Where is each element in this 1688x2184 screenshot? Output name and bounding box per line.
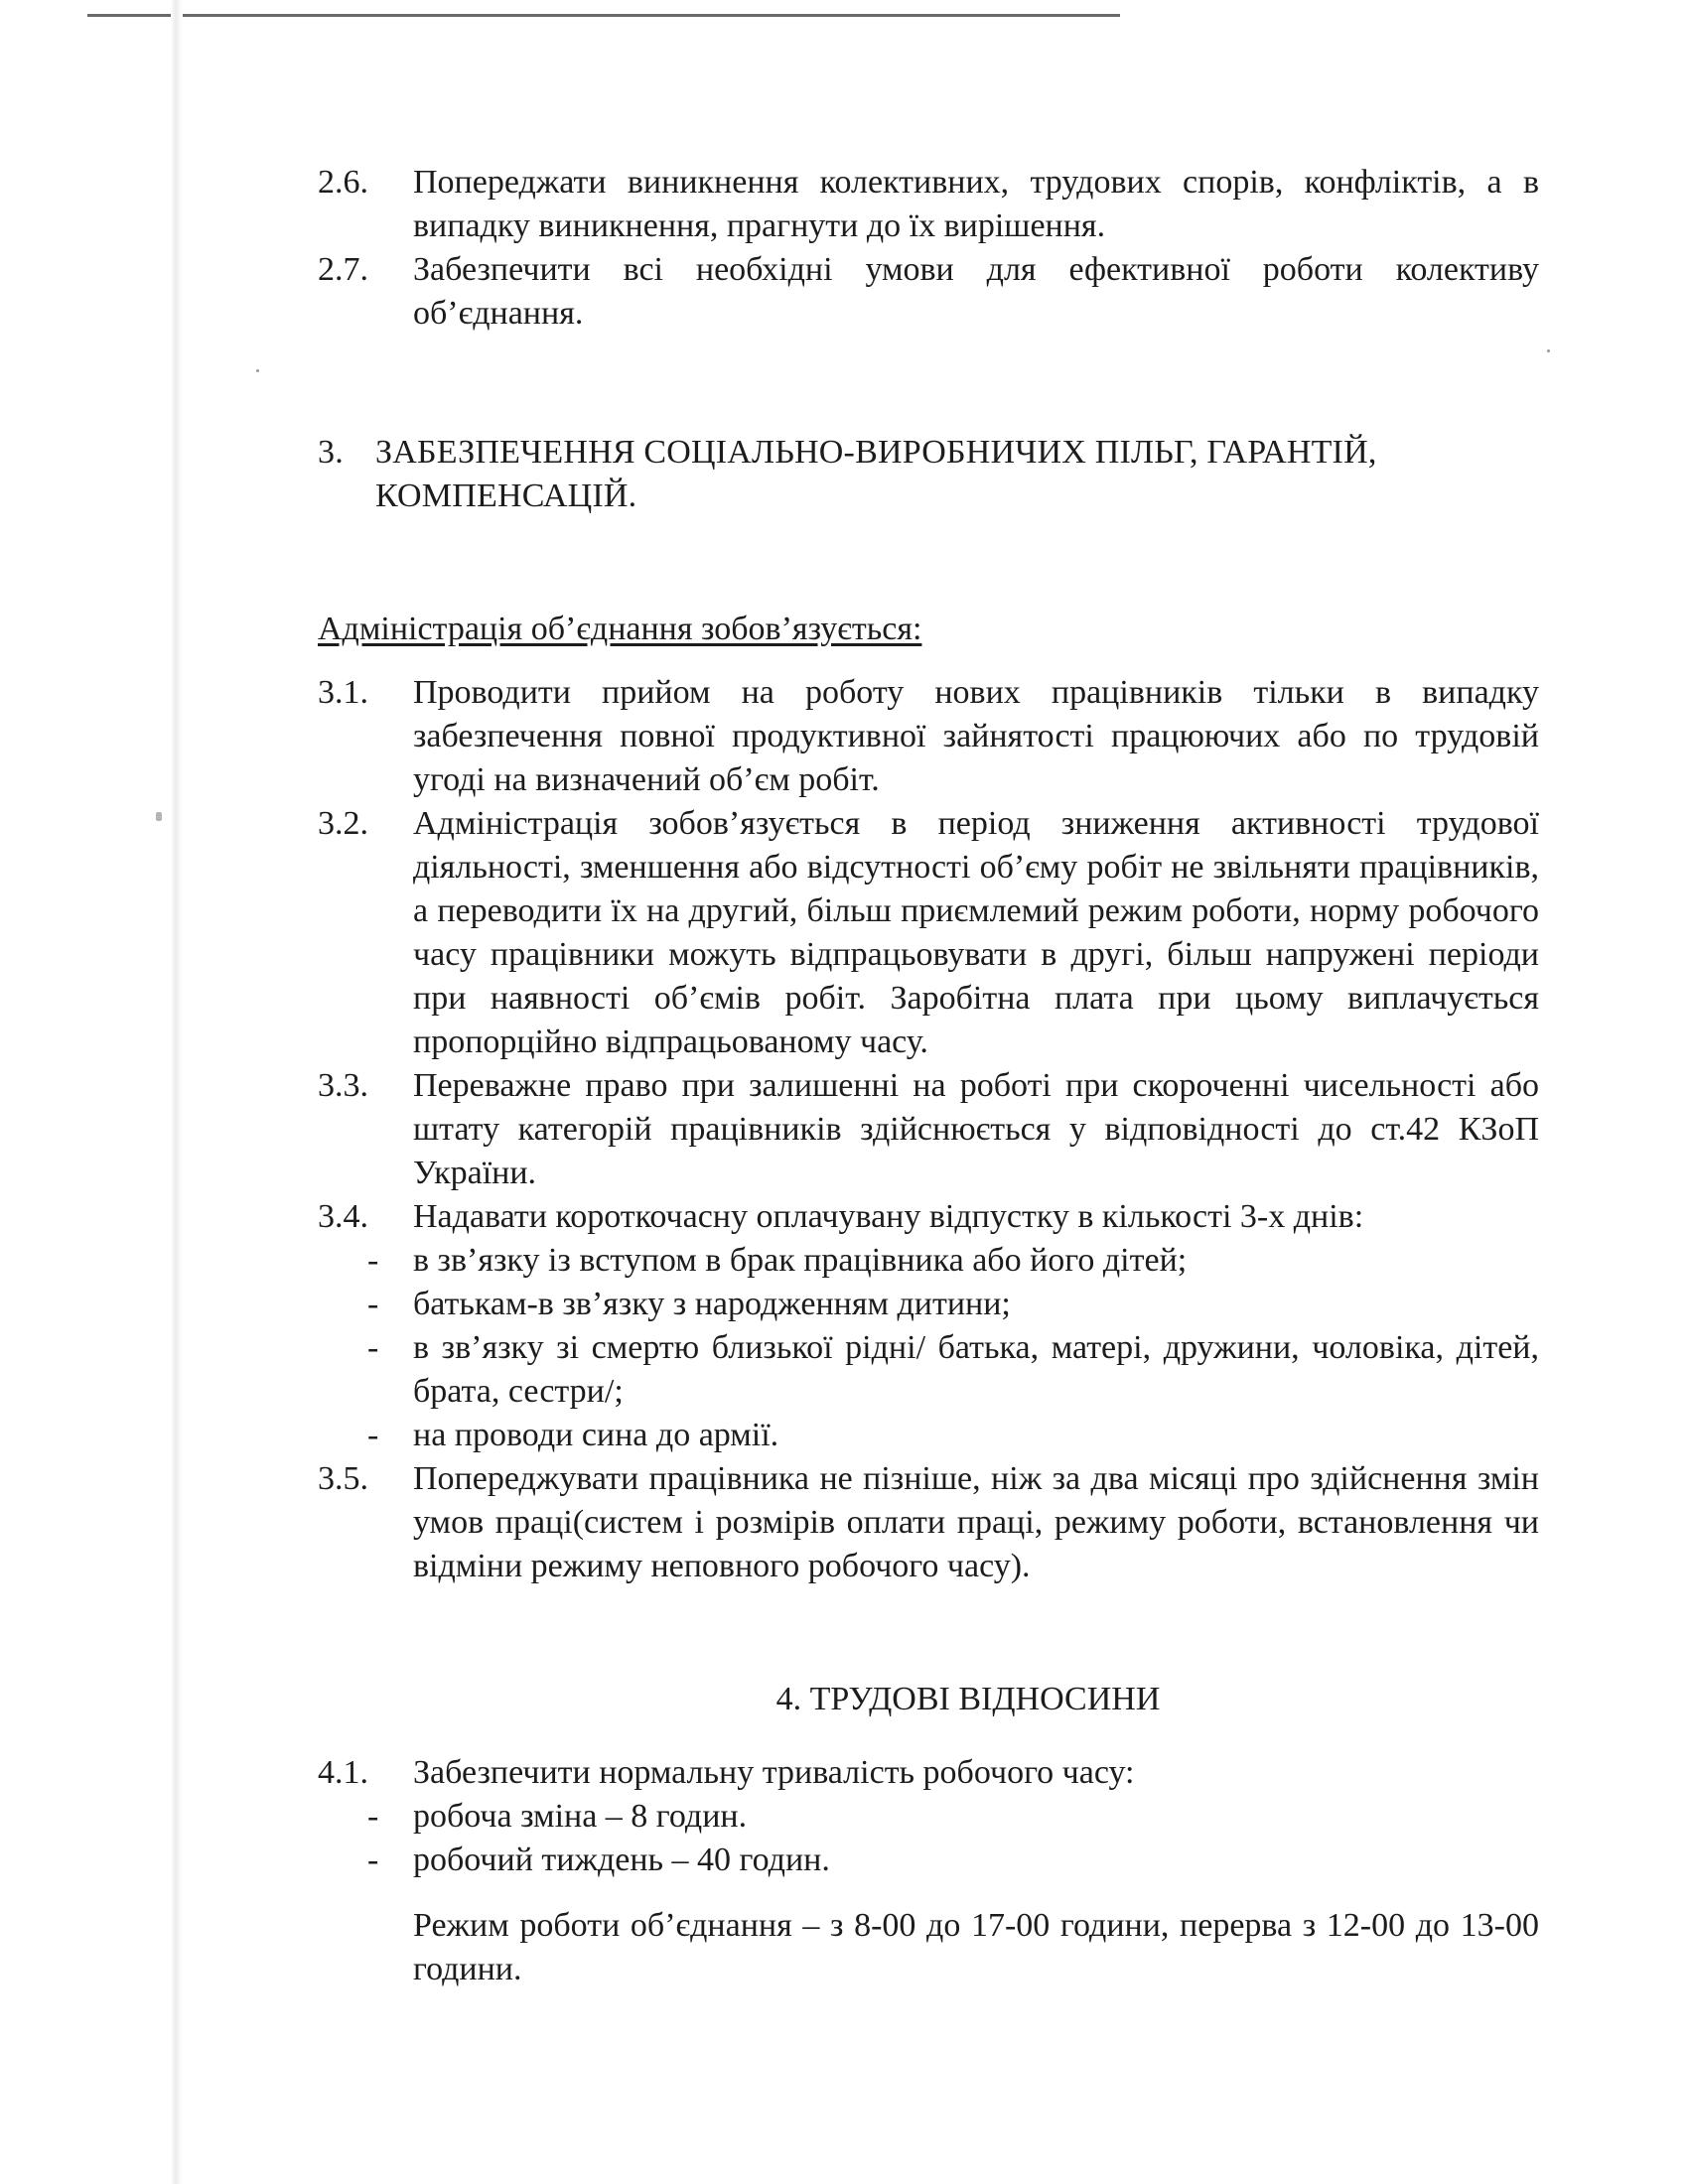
section-number: 3.	[318, 434, 344, 471]
scan-margin-mark	[156, 812, 162, 821]
clause-4-1	[318, 1751, 1539, 1795]
clause-number: 3.4.	[318, 1198, 368, 1235]
section-3-subheading: Адміністрація об’єднання зобов’язується:	[318, 611, 922, 647]
clause-number: 2.6.	[318, 164, 368, 201]
document-page	[318, 161, 1539, 1991]
list-item	[367, 1839, 1539, 1882]
scan-speck	[1547, 349, 1550, 352]
clause-3-5	[318, 1457, 1539, 1588]
clause-3-3	[318, 1064, 1539, 1195]
bullet-dash: -	[367, 1842, 379, 1878]
clause-number: 4.1.	[318, 1754, 368, 1791]
bullet-dash: -	[367, 1417, 379, 1453]
clause-3-1	[318, 671, 1539, 802]
list-item	[367, 1414, 1539, 1457]
bullet-text: на проводи сина до армії.	[413, 1417, 779, 1453]
bullet-text: в зв’язку із вступом в брак працівника або його дітей;	[413, 1242, 1188, 1279]
clause-number: 2.7.	[318, 251, 368, 288]
clause-number: 3.1.	[318, 674, 368, 711]
list-item	[367, 1795, 1539, 1839]
clause-3-2	[318, 802, 1539, 1064]
bullet-dash: -	[367, 1286, 379, 1322]
clause-number: 3.2.	[318, 805, 368, 842]
section-title: ЗАБЕЗПЕЧЕННЯ СОЦІАЛЬНО-ВИРОБНИЧИХ ПІЛЬГ, ГАРАНТІЙ, КОМПЕНСАЦІЙ.	[375, 434, 1377, 514]
bullet-text: в зв’язку зі смертю близької рідні/ батька, матері, дружини, чоловіка, дітей, брата, сестри/;	[413, 1329, 1539, 1410]
bullet-text: батькам-в зв’язку з народженням дитини;	[413, 1286, 1011, 1322]
list-item	[367, 1239, 1539, 1283]
bullet-dash: -	[367, 1798, 379, 1835]
clause-text: Попереджувати працівника не пізніше, ніж за два місяці про здійснення змін умов праці(систем і розмірів оплати праці, режиму роботи, встановлення чи відміни режиму неповного робочого часу).	[413, 1460, 1539, 1584]
clause-number: 3.3.	[318, 1067, 368, 1104]
scan-left-edge-shadow	[171, 0, 183, 2184]
clause-text: Забезпечити нормальну тривалість робочого часу:	[413, 1754, 1135, 1791]
bullet-dash: -	[367, 1329, 379, 1366]
list-item	[367, 1326, 1539, 1414]
section-4-heading: 4. ТРУДОВІ ВІДНОСИНИ	[775, 1681, 1161, 1717]
scan-top-line	[87, 14, 1120, 17]
clause-text: Надавати короткочасну оплачувану відпустку в кількості 3-х днів:	[413, 1198, 1364, 1235]
clause-text: Адміністрація зобов’язується в період зниження активності трудової діяльності, зменшення або відсутності об’єму робіт не звільняти працівників, а переводити їх на другий, більш приємлемий режим роботи, норму робочого часу працівники можуть відпрацьовувати в другі, більш напружені періоди при наявності об’ємів робіт. Заробітна плата при цьому виплачується пропорційно відпрацьованому часу.	[413, 805, 1539, 1060]
work-mode-paragraph: Режим роботи об’єднання – з 8-00 до 17-00 години, перерва з 12-00 до 13-00 години.	[413, 1907, 1539, 1987]
clause-text: Переважне право при залишенні на роботі при скороченні чисельності або штату категорій працівників здійснюється у відповідності до ст.42 КЗоП України.	[413, 1067, 1539, 1191]
bullet-text: робоча зміна – 8 годин.	[413, 1798, 748, 1835]
clause-text: Забезпечити всі необхідні умови для ефективної роботи колективу об’єднання.	[413, 251, 1539, 332]
scan-speck	[256, 369, 259, 372]
clause-text: Попереджати виникнення колективних, трудових спорів, конфліктів, а в випадку виникнення, прагнути до їх вирішення.	[413, 164, 1539, 244]
clause-number: 3.5.	[318, 1460, 368, 1497]
list-item	[367, 1283, 1539, 1326]
clause-2-7	[318, 248, 1539, 336]
clause-2-6	[318, 161, 1539, 248]
bullet-text: робочий тиждень – 40 годин.	[413, 1842, 830, 1878]
clause-3-4	[318, 1195, 1539, 1239]
clause-text: Проводити прийом на роботу нових працівників тільки в випадку забезпечення повної продуктивної зайнятості працюючих або по трудовій угоді на визначений об’єм робіт.	[413, 674, 1539, 798]
bullet-dash: -	[367, 1242, 379, 1279]
section-3-heading	[318, 431, 1539, 518]
